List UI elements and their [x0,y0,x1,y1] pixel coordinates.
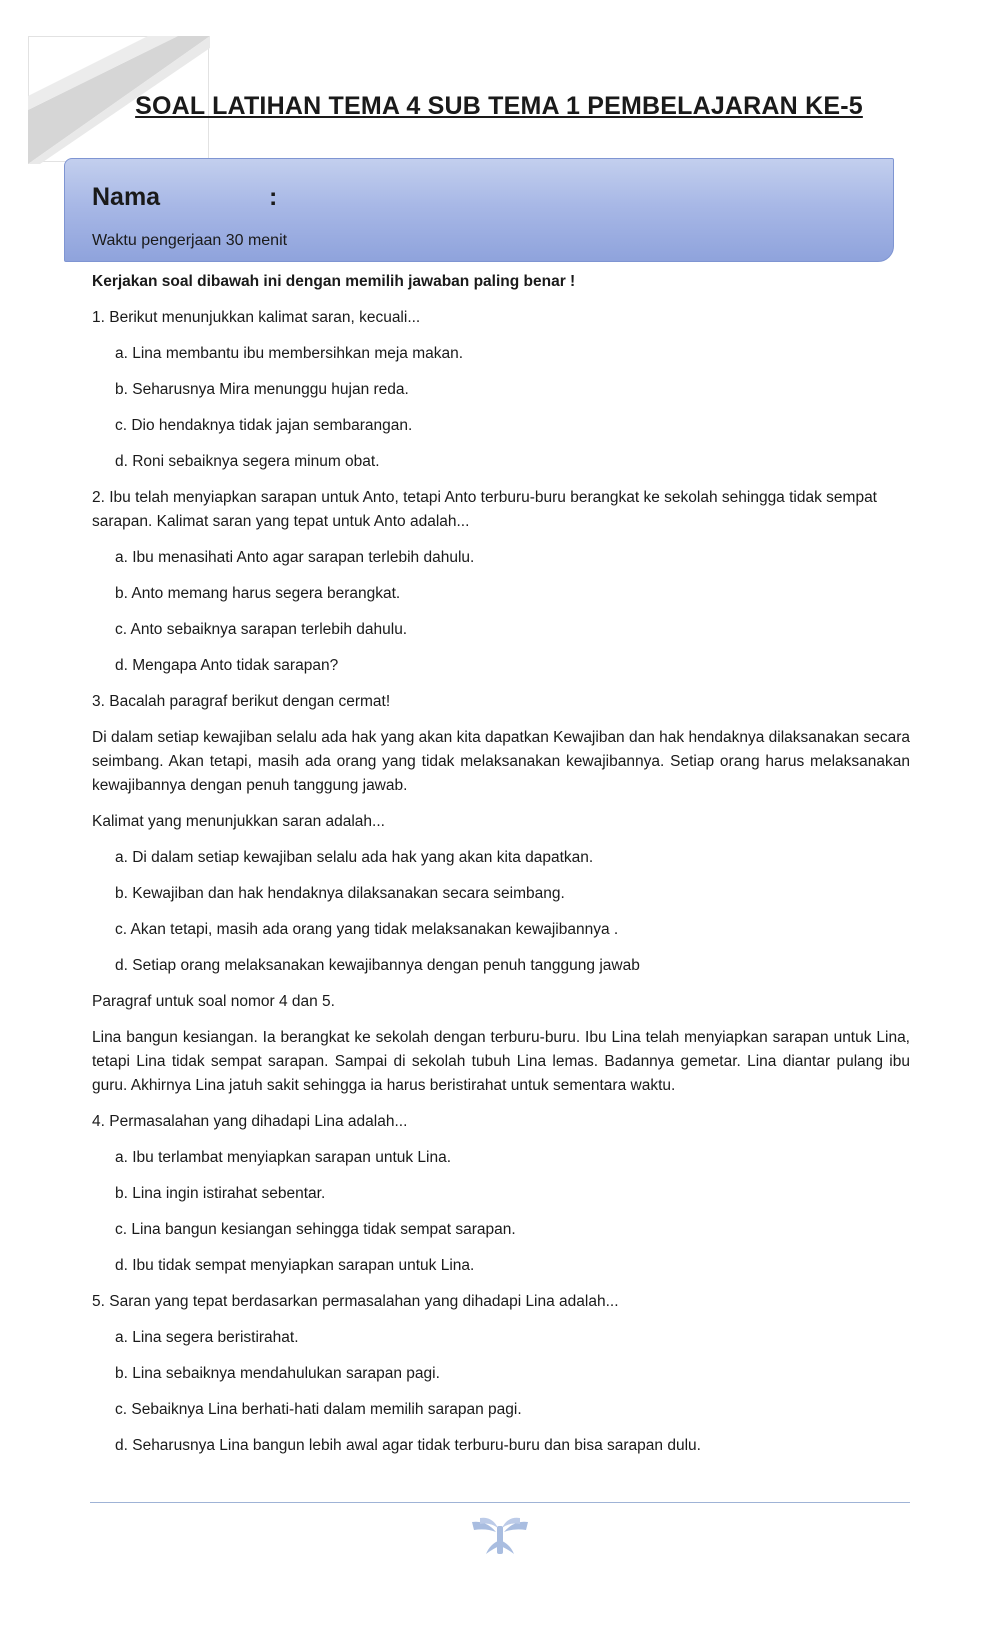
q1-option-c: c. Dio hendaknya tidak jajan sembarangan. [115,417,413,434]
question-1: 1. Berikut menunjukkan kalimat saran, kecuali... [92,309,421,326]
q1-option-a: a. Lina membantu ibu membersihkan meja makan. [115,345,464,362]
q4-option-c: c. Lina bangun kesiangan sehingga tidak sempat sarapan. [115,1221,516,1238]
question-4: 4. Permasalahan yang dihadapi Lina adalah... [92,1113,408,1130]
name-header-box [64,158,894,262]
name-label: Nama [92,183,161,211]
q3-option-b: b. Kewajiban dan hak hendaknya dilaksanakan secara seimbang. [115,885,565,902]
q5-option-b: b. Lina sebaiknya mendahulukan sarapan pagi. [115,1365,440,1382]
q3-option-c: c. Akan tetapi, masih ada orang yang tidak melaksanakan kewajibannya . [115,921,619,938]
q3-paragraph: Di dalam setiap kewajiban selalu ada hak yang akan kita dapatkan Kewajiban dan hak hendaknya dilaksanakan secara seimbang. Akan tetapi, masih ada orang yang tidak melaksanakan kewajibannya. Setiap orang harus melaksanakan kewajibannya dengan penuh tanggung jawab. [92,729,910,794]
q2-option-a: a. Ibu menasihati Anto agar sarapan terlebih dahulu. [115,549,475,566]
page-title: SOAL LATIHAN TEMA 4 SUB TEMA 1 PEMBELAJARAN KE-5 [135,92,863,120]
question-2: 2. Ibu telah menyiapkan sarapan untuk Anto, tetapi Anto terburu-buru berangkat ke sekolah sehingga tidak sempat sarapan. Kalimat saran yang tepat untuk Anto adalah... [92,489,877,530]
q4-option-a: a. Ibu terlambat menyiapkan sarapan untuk Lina. [115,1149,452,1166]
q2-option-d: d. Mengapa Anto tidak sarapan? [115,657,339,674]
footer-divider [90,1502,910,1503]
time-limit-text: Waktu pengerjaan 30 menit [92,232,288,249]
q5-option-c: c. Sebaiknya Lina berhati-hati dalam memilih sarapan pagi. [115,1401,522,1418]
q1-option-d: d. Roni sebaiknya segera minum obat. [115,453,380,470]
q3-option-a: a. Di dalam setiap kewajiban selalu ada hak yang akan kita dapatkan. [115,849,594,866]
q1-option-b: b. Seharusnya Mira menunggu hujan reda. [115,381,409,398]
question-5: 5. Saran yang tepat berdasarkan permasalahan yang dihadapi Lina adalah... [92,1293,619,1310]
q3-option-d: d. Setiap orang melaksanakan kewajibannya dengan penuh tanggung jawab [115,957,640,974]
q2-option-b: b. Anto memang harus segera berangkat. [115,585,401,602]
passage-text: Lina bangun kesiangan. Ia berangkat ke sekolah dengan terburu-buru. Ibu Lina telah menyiapkan sarapan untuk Lina, tetapi Lina tidak sempat sarapan. Sampai di sekolah tubuh Lina lemas. Badannya gemetar. Lina diantar pulang ibu guru. Akhirnya Lina jatuh sakit sehingga ia harus beristirahat untuk sementara waktu. [92,1029,910,1094]
instruction-text: Kerjakan soal dibawah ini dengan memilih jawaban paling benar ! [92,273,576,290]
q3-prompt: Kalimat yang menunjukkan saran adalah... [92,813,385,830]
passage-label: Paragraf untuk soal nomor 4 dan 5. [92,993,335,1010]
q4-option-d: d. Ibu tidak sempat menyiapkan sarapan untuk Lina. [115,1257,475,1274]
q5-option-d: d. Seharusnya Lina bangun lebih awal agar tidak terburu-buru dan bisa sarapan dulu. [115,1437,701,1454]
name-colon: : [269,183,278,211]
q5-option-a: a. Lina segera beristirahat. [115,1329,299,1346]
footer-ornament-icon [468,1514,532,1558]
question-3: 3. Bacalah paragraf berikut dengan cermat! [92,693,391,710]
q4-option-b: b. Lina ingin istirahat sebentar. [115,1185,326,1202]
question-content [92,270,910,1470]
q2-option-c: c. Anto sebaiknya sarapan terlebih dahulu. [115,621,408,638]
